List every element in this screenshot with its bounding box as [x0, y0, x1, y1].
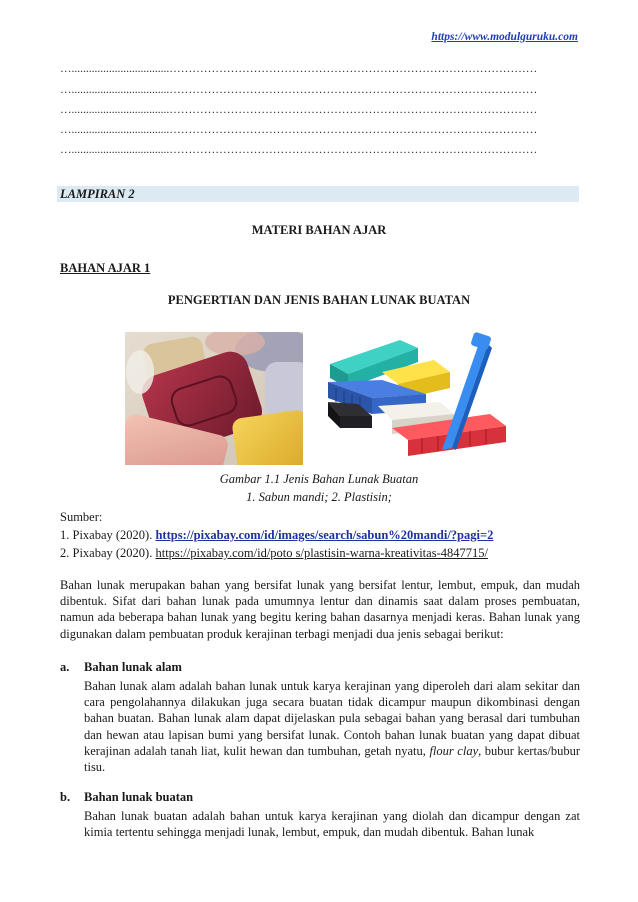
source-item-1 [60, 527, 493, 543]
list-text-a [84, 678, 580, 775]
figure-caption-line2: 1. Sabun mandi; 2. Plastisin; [246, 490, 392, 504]
section-title: PENGERTIAN DAN JENIS BAHAN LUNAK BUATAN [167, 293, 471, 307]
list-text-a-end: , bubur kertas/bubur tisu. [84, 743, 580, 775]
header-url-link[interactable]: https://www.modulguruku.com [431, 31, 578, 43]
source-link-2[interactable]: https://pixabay.com/id/poto s/plastisin-warna-kreativitas-4847715/ [155, 546, 488, 560]
lampiran-heading: LAMPIRAN 2 [57, 186, 579, 202]
dotted-line: …..................................…………………………………………………………………………………… [60, 84, 538, 96]
list-text-b: Bahan lunak buatan adalah bahan untuk karya kerajinan yang diolah dan dicampur dengan zat kimia tertentu sehingga menjadi lunak, lembut, empuk, dan mudah dibentuk. Bahan lunak [84, 809, 580, 840]
list-marker-b: b. [60, 790, 71, 804]
materi-title: MATERI BAHAN AJAR [251, 223, 387, 237]
list-heading-a: Bahan lunak alam [84, 660, 182, 674]
figure-caption-line1: Gambar 1.1 Jenis Bahan Lunak Buatan [219, 472, 419, 486]
sources-label: Sumber: [60, 510, 103, 524]
plasticine-image [322, 332, 514, 458]
source-prefix: 2. Pixabay (2020). [60, 546, 156, 560]
list-heading-b: Bahan lunak buatan [84, 790, 194, 804]
dotted-line: …..................................…………………………………………………………………………………… [60, 104, 538, 116]
dotted-line: …..................................…………………………………………………………………………………… [60, 144, 538, 156]
bahan-ajar-heading: BAHAN AJAR 1 [60, 261, 151, 275]
dotted-line: …..................................…………………………………………………………………………………… [60, 63, 538, 75]
intro-paragraph: Bahan lunak merupakan bahan yang bersifat lunak yang bersifat lentur, lembut, empuk, dan mudah dibentuk. Sifat dari bahan lunak pada umumnya lentur dan dinamis saat dalam proses pembuatan, namun ada beberapa bahan lunak yang begitu kering bahan dasarnya menjadi keras. Bahan lunak yang digunakan dalam pembuatan produk kerajinan terbagi menjadi dua jenis sebagai berikut: [60, 578, 580, 641]
source-item-2 [60, 545, 488, 561]
list-text-a-main: Bahan lunak alam adalah bahan lunak untuk karya kerajinan yang diperoleh dari alam sekitar dan cara pengolahannya dilakukan juga secara buatan tidak dicampur maupun dikombinasi dengan bahan buatan. Bahan lunak alam dapat dijelaskan pula sebagai bahan yang berasal dari tumbuhan dan hewan atau lapisan bumi yang bersifat lunak. Contoh bahan lunak buatan yang dapat dibuat kerajinan adalah tanah liat, kulit hewan dan tumbuhan, getah nyatu, [84, 679, 580, 758]
source-link-1[interactable]: https://pixabay.com/id/images/search/sabun%20mandi/?pagi=2 [155, 528, 494, 542]
dotted-line: …..................................…………………………………………………………………………………… [60, 124, 538, 136]
list-marker-a: a. [60, 660, 70, 674]
source-prefix: 1. Pixabay (2020). [60, 528, 156, 542]
list-text-a-italic: flour clay [429, 743, 479, 758]
soap-image [125, 332, 303, 465]
